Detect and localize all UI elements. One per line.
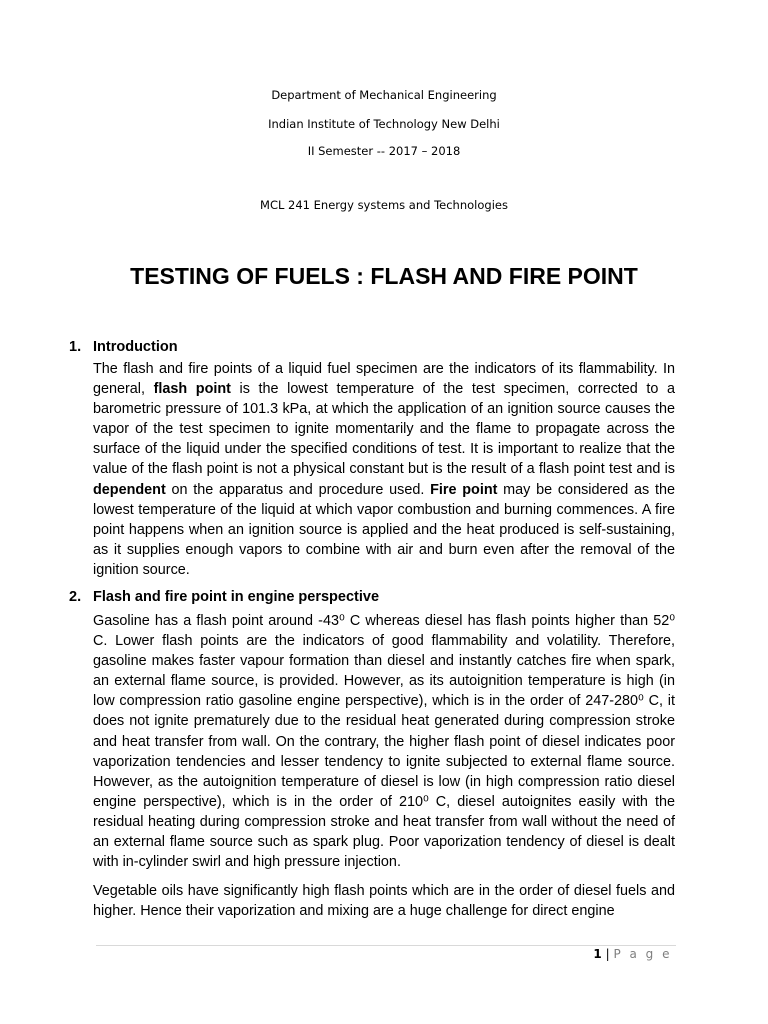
document-title: TESTING OF FUELS : FLASH AND FIRE POINT	[130, 263, 638, 289]
page-footer	[593, 947, 672, 961]
semester-line: II Semester -- 2017 – 2018	[307, 144, 461, 158]
paragraph-text: on the apparatus and procedure used.	[165, 481, 431, 498]
footer-divider	[96, 945, 676, 946]
section-heading	[69, 587, 679, 607]
footer-separator: |	[605, 947, 610, 961]
paragraph: Vegetable oils have significantly high flash points which are in the order of diesel fuels and higher. Hence their vaporization and mixing are a huge challenge for direct engine	[93, 883, 675, 920]
paragraph: Gasoline has a flash point around -43⁰ C whereas diesel has flash points higher than 52⁰ C. Lower flash points are the indicators of good flammability and volatility. Therefore, gasoline makes faster vapour formation than diesel and instantly catches fire when spark, an external flame source, is provided. However, as its autoignition temperature is high (in low compression ratio gasoline engine perspective), which is in the order of 247-280⁰ C, it does not ignite prematurely due to the residual heat generated during compression stroke and heat transfer from wall. On the contrary, the higher flash point of diesel indicates poor vaporization tendencies and lesser tendency to ignite subjected to external flame source. However, as the autoignition temperature of diesel is low (in high compression ratio diesel engine perspective), which is in the order of 210⁰ C, diesel autoignites easily with the residual heating during compression stroke and heat transfer from wall without the need of an external flame source such as spark plug. Poor vaporization tendency of diesel is dealt with in-cylinder swirl and high pressure injection.	[93, 613, 675, 871]
page-number: 1	[593, 947, 602, 961]
term-flash-point: flash point	[153, 381, 231, 398]
section-title: Introduction	[93, 339, 178, 355]
section-introduction	[69, 337, 679, 580]
institute-name: Indian Institute of Technology New Delhi	[268, 117, 500, 131]
term-dependent: dependent	[93, 481, 166, 498]
paragraph-text: The flash and fire points of a liquid fuel specimen are the indicators of its flammability. In general,	[93, 361, 675, 398]
section-heading	[69, 337, 679, 357]
section-number: 1.	[69, 339, 82, 355]
section-title: Flash and fire point in engine perspective	[93, 589, 380, 605]
page-label: P a g e	[613, 947, 672, 961]
paragraph	[93, 359, 675, 580]
department-name: Department of Mechanical Engineering	[271, 88, 497, 102]
section-engine-perspective	[69, 587, 679, 921]
course-name: MCL 241 Energy systems and Technologies	[260, 198, 508, 212]
paragraph-text: may be considered as the lowest temperature of the liquid at which vapor combustion and burning commences. A fire point happens when an ignition source is applied and the heat produced is self-sustaining, as it supplies enough vapors to combine with air and burn even after the removal of the ignition source.	[93, 481, 675, 578]
section-number: 2.	[69, 589, 82, 605]
paragraph-text: is the lowest temperature of the test specimen, corrected to a barometric pressure of 101.3 kPa, at which the application of an ignition source causes the vapor of the test specimen to ignite momentarily and the flame to propagate across the surface of the liquid under the specified conditions of test. It is important to realize that the value of the flash point is not a physical constant but is the result of a flash point test and is	[93, 381, 675, 478]
term-fire-point: Fire point	[430, 481, 498, 498]
